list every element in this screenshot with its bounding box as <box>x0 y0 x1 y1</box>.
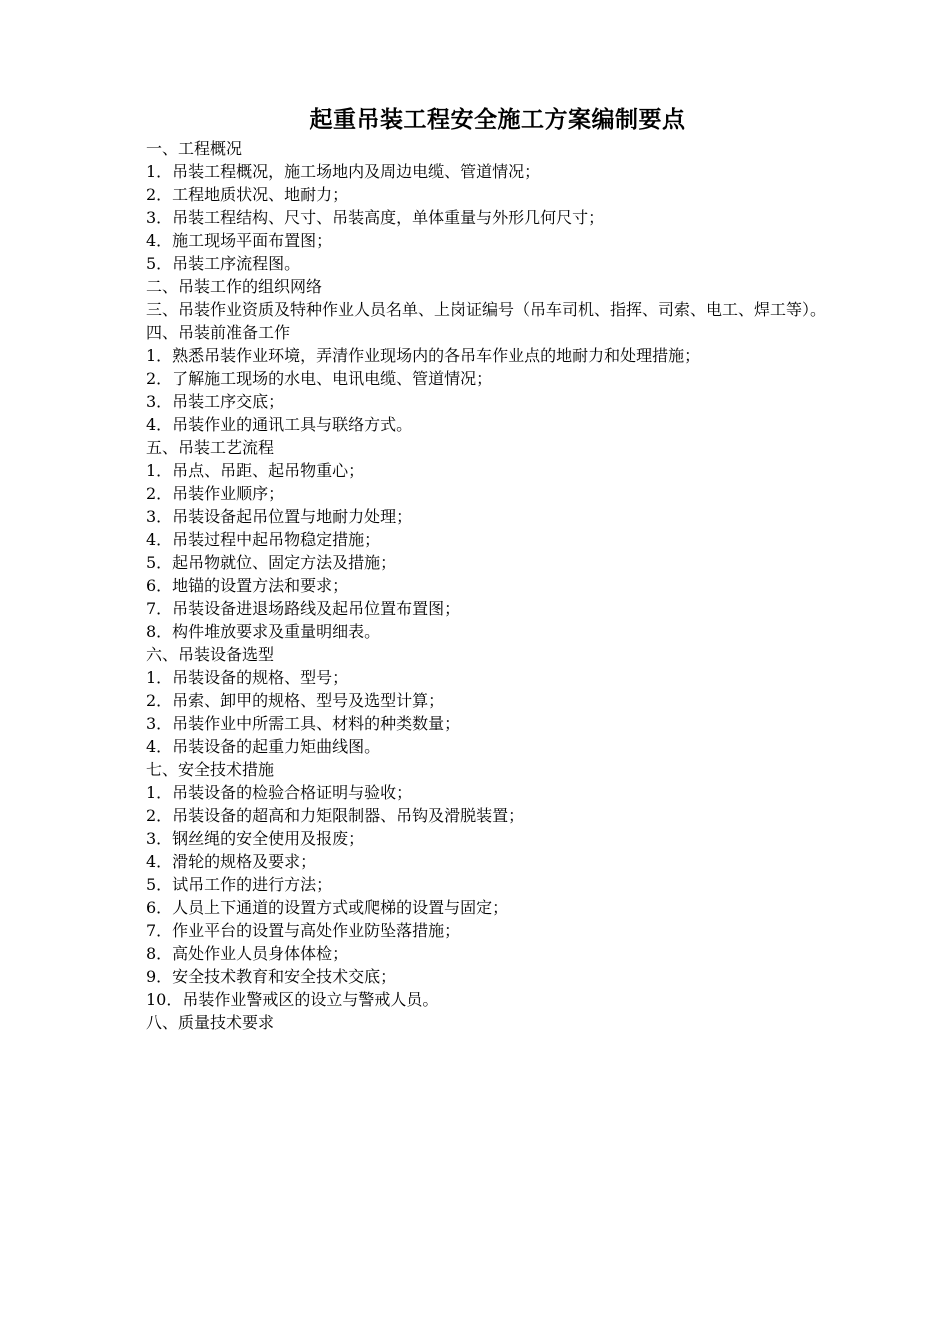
list-item: 2．吊索、卸甲的规格、型号及选型计算； <box>146 691 445 710</box>
list-item: 5．起吊物就位、固定方法及措施； <box>146 553 397 572</box>
section-heading-3: 三、吊装作业资质及特种作业人员名单、上岗证编号（吊车司机、指挥、司索、电工、焊工等）。 <box>146 300 827 319</box>
list-item: 7．吊装设备进退场路线及起吊位置布置图； <box>146 599 461 618</box>
list-item: 5．吊装工序流程图。 <box>146 254 301 273</box>
list-item: 4．吊装设备的起重力矩曲线图。 <box>146 737 381 756</box>
section-heading-5: 五、吊装工艺流程 <box>146 438 275 457</box>
list-item: 1．熟悉吊装作业环境，弄清作业现场内的各吊车作业点的地耐力和处理措施； <box>146 346 701 365</box>
list-item: 3．吊装设备起吊位置与地耐力处理； <box>146 507 413 526</box>
list-item: 4．吊装过程中起吊物稳定措施； <box>146 530 381 549</box>
list-item: 3．吊装工序交底； <box>146 392 285 411</box>
list-item: 9．安全技术教育和安全技术交底； <box>146 967 397 986</box>
list-item: 2．吊装作业顺序； <box>146 484 285 503</box>
list-item: 1．吊装设备的规格、型号； <box>146 668 349 687</box>
section-heading-7: 七、安全技术措施 <box>146 760 275 779</box>
list-item: 2．了解施工现场的水电、电讯电缆、管道情况； <box>146 369 493 388</box>
section-heading-2: 二、吊装工作的组织网络 <box>146 277 323 296</box>
list-item: 8．高处作业人员身体体检； <box>146 944 349 963</box>
list-item: 6．地锚的设置方法和要求； <box>146 576 349 595</box>
list-item: 3．吊装工程结构、尺寸、吊装高度，单体重量与外形几何尺寸； <box>146 208 605 227</box>
list-item: 3．钢丝绳的安全使用及报废； <box>146 829 365 848</box>
section-heading-1: 一、工程概况 <box>146 139 243 158</box>
document-body <box>110 137 885 1034</box>
section-heading-4: 四、吊装前准备工作 <box>146 323 291 342</box>
list-item: 1．吊点、吊距、起吊物重心； <box>146 461 365 480</box>
list-item: 5．试吊工作的进行方法； <box>146 875 333 894</box>
list-item: 10．吊装作业警戒区的设立与警戒人员。 <box>146 990 439 1009</box>
list-item: 4．滑轮的规格及要求； <box>146 852 317 871</box>
list-item: 6．人员上下通道的设置方式或爬梯的设置与固定； <box>146 898 509 917</box>
list-item: 1．吊装设备的检验合格证明与验收； <box>146 783 413 802</box>
section-heading-8: 八、质量技术要求 <box>146 1013 275 1032</box>
list-item: 1．吊装工程概况，施工场地内及周边电缆、管道情况； <box>146 162 541 181</box>
list-item: 4．吊装作业的通讯工具与联络方式。 <box>146 415 413 434</box>
list-item: 7．作业平台的设置与高处作业防坠落措施； <box>146 921 461 940</box>
list-item: 2．吊装设备的超高和力矩限制器、吊钩及滑脱装置； <box>146 806 525 825</box>
list-item: 2．工程地质状况、地耐力； <box>146 185 349 204</box>
list-item: 4．施工现场平面布置图； <box>146 231 333 250</box>
list-item: 3．吊装作业中所需工具、材料的种类数量； <box>146 714 461 733</box>
list-item: 8．构件堆放要求及重量明细表。 <box>146 622 381 641</box>
section-heading-6: 六、吊装设备选型 <box>146 645 275 664</box>
document-title: 起重吊装工程安全施工方案编制要点 <box>309 107 686 133</box>
